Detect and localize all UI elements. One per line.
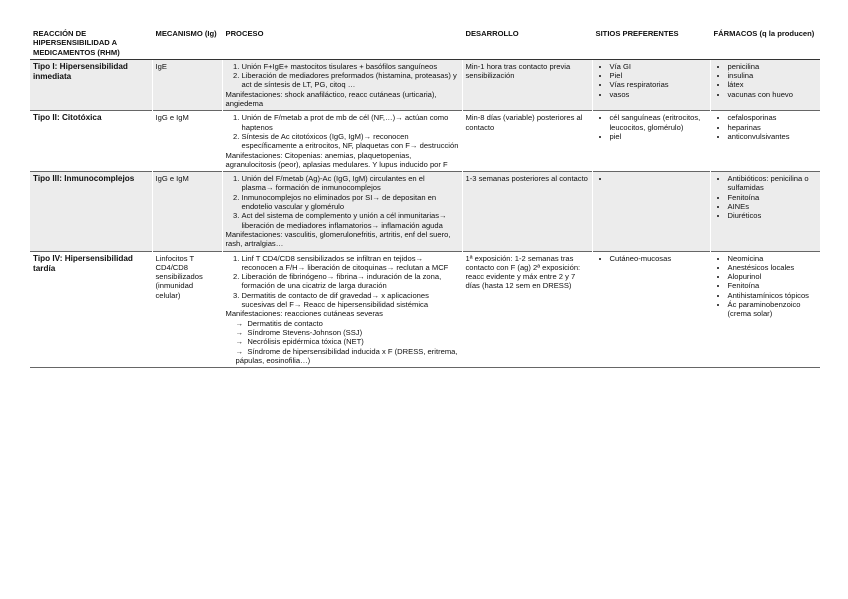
header-mechanism: MECANISMO (Ig) [152, 27, 222, 59]
reaction-type-cell [30, 111, 152, 172]
mechanism-cell: IgG e IgM [152, 111, 222, 172]
process-cell [222, 251, 462, 368]
process-step: 1. Unión F+IgE+ mastocitos tisulares + basófilos sanguíneos [242, 62, 459, 71]
manifestation-item: → Síndrome Stevens-Johnson (SSJ) [236, 328, 459, 337]
site-item: • Cutáneo-mucosas [610, 254, 707, 263]
process-step: 3. Act del sistema de complemento y unión a cél inmunitarias→ liberación de mediadores inflamatorios→ inflamación aguda [242, 211, 459, 230]
manifestations: Manifestaciones: vasculitis, glomerulonefritis, artritis, enf del suero, rash, artralgias… [225, 229, 451, 249]
mechanism-cell: Linfocitos T CD4/CD8 sensibilizados (inmunidad celular) [152, 251, 222, 368]
development-cell: Min-1 hora tras contacto previa sensibilización [462, 59, 592, 110]
sites-list [596, 62, 707, 99]
reaction-type: Tipo I: Hipersensibilidad inmediata [33, 61, 128, 82]
development-cell: 1ª exposición: 1-2 semanas tras contacto con F (ag) 2ª exposición: reacc evidente y máx entre 2 y 7 días (hasta 12 sem en DRESS) [462, 251, 592, 368]
drug-item: • Neomicina [728, 254, 818, 263]
manifestation-item: → Necrólisis epidérmica tóxica (NET) [236, 337, 459, 346]
process-step: 1. Unión del F/metab (Ag)-Ac (IgG, IgM) circulantes en el plasma→ formación de inmunocomplejos [242, 174, 459, 193]
drugs-cell [710, 251, 820, 368]
sites-cell [592, 59, 710, 110]
hypersensitivity-table [30, 27, 820, 368]
drug-item: • Diuréticos [728, 211, 818, 220]
reaction-type: Tipo IV: Hipersensibilidad tardía [33, 253, 133, 274]
reaction-type-cell [30, 59, 152, 110]
header-reaction: REACCIÓN DE HIPERSENSIBILIDAD A MEDICAMENTOS (RHM) [30, 27, 152, 59]
header-development: DESARROLLO [462, 27, 592, 59]
process-step: 2. Inmunocomplejos no eliminados por SI→ de depositan en endotelio vascular y glomérulo [242, 193, 459, 212]
sites-list [596, 174, 707, 183]
drug-item: • penicilina [728, 62, 818, 71]
site-item: • Vía GI [610, 62, 707, 71]
manifestation-item: → Dermatitis de contacto [236, 319, 459, 328]
header-process: PROCESO [222, 27, 462, 59]
development-cell: Min-8 días (variable) posteriores al contacto [462, 111, 592, 172]
drug-item: • Ác paraminobenzoico (crema solar) [728, 300, 818, 319]
table-row [30, 251, 820, 368]
sites-list [596, 254, 707, 263]
manifestation-list [226, 319, 459, 365]
drug-item: • Fenitoína [728, 281, 818, 290]
table-row [30, 59, 820, 110]
process-steps [226, 62, 459, 90]
manifestations: Manifestaciones: shock anafiláctico, reacc cutáneas (urticaria), angiedema [225, 89, 437, 109]
manifestation-item: → Síndrome de hipersensibilidad inducida x F (DRESS, eritrema, pápulas, eosinofilia…) [236, 347, 459, 366]
drug-item: • Alopurinol [728, 272, 818, 281]
process-cell [222, 172, 462, 251]
sites-cell [592, 251, 710, 368]
drug-item: • látex [728, 80, 818, 89]
reaction-type-cell [30, 172, 152, 251]
process-step: 2. Liberación de mediadores preformados (histamina, proteasas) y act de síntesis de LT, PG, citoq … [242, 71, 459, 90]
drug-item: • Fenitoína [728, 193, 818, 202]
development-cell: 1-3 semanas posteriores al contacto [462, 172, 592, 251]
drug-item: • Antihistamínicos tópicos [728, 291, 818, 300]
header-sites: SITIOS PREFERENTES [592, 27, 710, 59]
process-step: 3. Dermatitis de contacto de dif gravedad→ x aplicaciones sucesivas del F→ Reacc de hipersensibilidad sistémica [242, 291, 459, 310]
mechanism-cell: IgG e IgM [152, 172, 222, 251]
drug-item: • Antibióticos: penicilina o sulfamidas [728, 174, 818, 193]
table-row [30, 172, 820, 251]
process-step: 2. Liberación de fibrinógeno→ fibrina→ induración de la zona, formación de una cicatriz de larga duración [242, 272, 459, 291]
site-item [610, 174, 707, 183]
drugs-list [714, 254, 818, 319]
reaction-type: Tipo II: Citotóxica [33, 113, 102, 123]
drugs-list [714, 62, 818, 99]
sites-cell [592, 172, 710, 251]
drug-item: • AINEs [728, 202, 818, 211]
drugs-cell [710, 172, 820, 251]
mechanism-cell: IgE [152, 59, 222, 110]
drugs-cell [710, 59, 820, 110]
reaction-type-cell [30, 251, 152, 368]
site-item: • Vías respiratorias [610, 80, 707, 89]
drug-item: • vacunas con huevo [728, 90, 818, 99]
process-cell [222, 59, 462, 110]
sites-list [596, 113, 707, 141]
reaction-type: Tipo III: Inmunocomplejos [33, 174, 135, 184]
process-step: 2. Síntesis de Ac citotóxicos (IgG, IgM)→ reconocen específicamente a eritrocitos, NF, plaquetas con F→ destrucción [242, 132, 459, 151]
drugs-list [714, 113, 818, 141]
process-steps [226, 113, 459, 150]
process-cell [222, 111, 462, 172]
site-item: • cél sanguíneas (eritrocitos, leucocitos, glomérulo) [610, 113, 707, 132]
drug-item: • heparinas [728, 123, 818, 132]
manifestations: Manifestaciones: reacciones cutáneas severas [225, 309, 383, 319]
site-item: • vasos [610, 90, 707, 99]
sites-cell [592, 111, 710, 172]
process-steps [226, 254, 459, 310]
site-item: • Piel [610, 71, 707, 80]
process-step: 1. Linf T CD4/CD8 sensibilizados se infiltran en tejidos→ reconocen a F/H→ liberación de citoquinas→ reclutan a MCF [242, 254, 459, 273]
table-header-row [30, 27, 820, 59]
drug-item: • insulina [728, 71, 818, 80]
manifestations: Manifestaciones: Citopenias: anemias, plaquetopenias, agranulocitosis (peor), aplasias medulares. Y lupus inducido por F [225, 150, 448, 169]
drugs-cell [710, 111, 820, 172]
drug-item: • cefalosporinas [728, 113, 818, 122]
drugs-list [714, 174, 818, 220]
process-steps [226, 174, 459, 230]
site-item: • piel [610, 132, 707, 141]
header-drugs: FÁRMACOS (q la producen) [710, 27, 820, 59]
table-row [30, 111, 820, 172]
drug-item: • Anestésicos locales [728, 263, 818, 272]
drug-item: • anticonvulsivantes [728, 132, 818, 141]
process-step: 1. Unión de F/metab a prot de mb de cél (NF,…)→ actúan como haptenos [242, 113, 459, 132]
